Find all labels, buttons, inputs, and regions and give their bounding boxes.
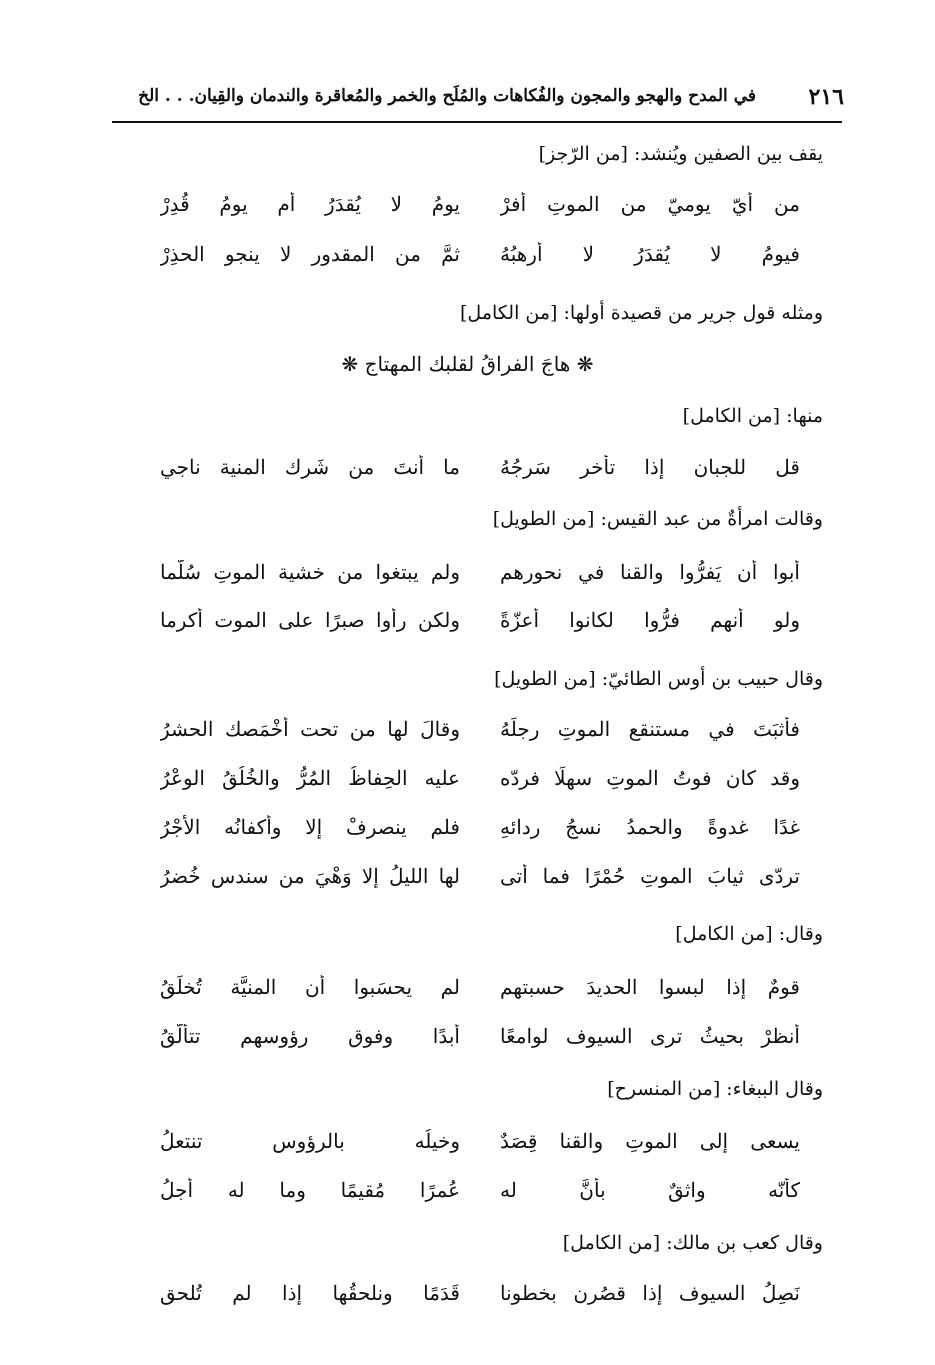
verse-second-hemistich: عليه الحِفاظُ المُرُّ والخُلُقُ الوعْرُ [160,766,460,790]
verse-second-hemistich: قَدَمًا ونلحقُها إذا لم تُلحقِ [160,1281,460,1305]
prose-line: وقال الببغاء: [من المنسرح] [607,1078,823,1100]
prose-line: وقالت امرأةٌ من عبد القيس: [من الطويل] [492,508,823,530]
centered-verse: ❋ هاجَ الفراقُ لقلبك المهتاج ❋ [341,352,594,376]
verse-line [160,455,800,491]
verse-first-hemistich: أبوا أن يَفرُّوا والقنا في نحورهم [500,560,800,584]
verse-first-hemistich: كأنّه واثقٌ بأنَّ له [500,1178,800,1202]
page-header [112,82,844,118]
verse-line [160,815,800,851]
verse-first-hemistich: من أيّ يوميّ من الموتِ أفرْ [500,192,800,216]
verse-line [160,608,800,644]
running-title: في المدح والهجو والمجون والفُكاهات والمُلَح والخمر والمُعاقرة والندمان والقِيان. . . الخ [138,86,756,106]
prose-line: منها: [من الكامل] [682,405,823,427]
verse-second-hemistich: ولكن رأوا صبرًا على الموت أكرما [160,608,460,632]
verse-second-hemistich: عُمرًا مُقيمًا وما له أجلُ [160,1178,460,1202]
verse-line [160,192,800,228]
verse-first-hemistich: وقد كان فوتُ الموتِ سهلًا فردّه [500,766,800,790]
verse-first-hemistich: يسعى إلى الموتِ والقنا قِصَدٌ [500,1129,800,1153]
prose-line: يقف بين الصفين ويُنشد: [من الرّجز] [538,143,823,165]
verse-second-hemistich: ولم يبتغوا من خشية الموتِ سُلَّما [160,560,460,584]
verse-first-hemistich: فيومُ لا يُقدَرُ لا أرهبُهُ [500,242,800,266]
verse-line [160,975,800,1011]
verse-second-hemistich: ثمَّ من المقدورِ لا ينجو الحذِرْ [160,242,460,266]
verse-line [160,1024,800,1060]
verse-second-hemistich: وقالَ لها من تحت أخْمَصك الحشرُ [160,717,460,741]
verse-first-hemistich: أُنظرْ بحيثُ ترى السيوف لوامعًا [500,1024,800,1048]
verse-line [160,560,800,596]
verse-line [160,1281,800,1317]
verse-second-hemistich: لم يحسَبوا أن المنيَّة تُخلَقُ [160,975,460,999]
verse-first-hemistich: قومٌ إذا لبسوا الحديدَ حسبتهم [500,975,800,999]
verse-second-hemistich: أبدًا وفوق رؤوسهم تتألّقُ [160,1024,460,1048]
verse-line [160,242,800,278]
verse-second-hemistich: يومُ لا يُقدَرُ أم يومُ قُدِرْ [160,192,460,216]
verse-first-hemistich: نَصِلُ السيوف إذا قصُرن بخطونا [500,1281,800,1305]
prose-line: وقال: [من الكامل] [675,923,823,945]
prose-line: ومثله قول جرير من قصيدة أولها: [من الكامل] [460,302,823,324]
verse-line [160,717,800,753]
verse-first-hemistich: ولو أنهم فرُّوا لكانوا أعزّةً [500,608,800,632]
prose-line: وقال كعب بن مالك: [من الكامل] [562,1232,823,1254]
verse-first-hemistich: تردّى ثيابَ الموتِ حُمْرًا فما أتى [500,864,800,888]
verse-second-hemistich: ما أنتَ من شَرك المنية ناجي [160,455,460,479]
header-rule [112,121,842,123]
verse-first-hemistich: غدًا غدوةً والحمدُ نسجُ ردائهِ [500,815,800,839]
prose-line: وقال حبيب بن أوس الطائيّ: [من الطويل] [494,668,823,690]
verse-line [160,864,800,900]
page-number: ٢١٦ [808,84,844,110]
verse-first-hemistich: قل للجبانِ إذا تأخر سَرجُهُ [500,455,800,479]
verse-second-hemistich: وخيلُه بالرؤوس تنتعلُ [160,1129,460,1153]
verse-first-hemistich: فأثبَتَ في مستنقعِ الموتِ رِجلَهُ [500,717,800,741]
verse-line [160,766,800,802]
verse-line [160,1178,800,1214]
verse-line [160,1129,800,1165]
verse-second-hemistich: لها الليلُ إلا وَهْيَ من سندس خُضرُ [160,864,460,888]
verse-second-hemistich: فلم ينصرفْ إلا وأكفانُه الأجْرُ [160,815,460,839]
